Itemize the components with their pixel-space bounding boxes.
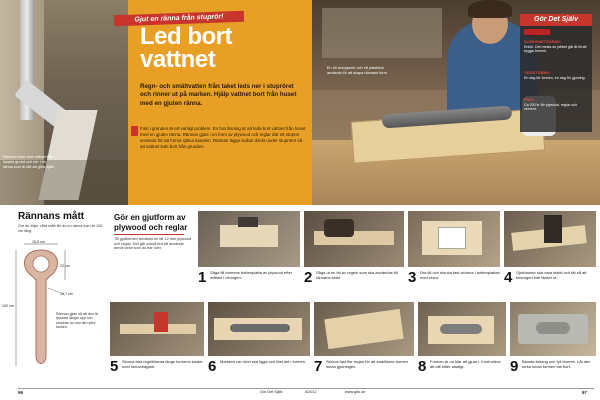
step-3-number: 3 — [408, 269, 417, 286]
step-4-number: 4 — [504, 269, 513, 286]
dim-label-1: 15,5 cm — [32, 240, 45, 244]
step-9-photo — [510, 302, 596, 356]
info-text-2: En dag för formen, en dag för gjutning. — [524, 76, 586, 80]
howto-body: Till gjutformen används en bit 12 mm plywood och reglar. Det går också bra att använda annat virke som du har över. — [114, 237, 192, 251]
hero-body: Fukt i grunden är ett vanligt problem. En bra lösning är att leda bort vattnet från huset med en gjuten ränna. Rännan gjuts i en form av plywood och reglar där ett stuprör används för att forma själva kanalen. Rännan läggs sedan direkt under stupröret så att vattnet leds bort från grunden. — [140, 126, 306, 150]
step-3-caption: Dra till och skruva fast sidorna i bottenplattan med skruv. — [420, 270, 500, 281]
step-9-number: 9 — [510, 358, 519, 375]
step-1-photo — [198, 211, 300, 267]
step-6-photo — [208, 302, 310, 356]
dim-label-3: 14,7 cm — [60, 292, 73, 296]
step-1-number: 1 — [198, 269, 207, 286]
step-5-caption: Skruva fast regelbitarna längs formens kanter med skruvdragare. — [122, 359, 203, 370]
step-6-number: 6 — [208, 358, 217, 375]
hero-intro: Regn- och smältvatten från taket leds ner i stupröret och rinner ut på marken. Hjälp vattnet bort från huset med en gjuten ränna. — [140, 83, 297, 107]
footer-right-url: www.gds.se — [345, 390, 366, 394]
info-text-1: Enkel. Det mesta av jobbet går åt till att bygga formen. — [524, 45, 587, 54]
step-8-caption: Formen är nu klar att gjuta i. Kontrollera att allt sitter stadigt. — [430, 359, 501, 370]
info-tool-icon — [524, 29, 550, 35]
step-8-photo — [418, 302, 506, 356]
footer-right-page: 97 — [582, 390, 588, 395]
step-2-caption: Såga ut en bit av regeln som ska användas till rännans sidor. — [316, 270, 398, 281]
hero-title-line1: Led bort — [140, 23, 232, 50]
step-4-caption: Gjutformen ska vara stabil och tät så att betongen inte läcker ut. — [516, 270, 587, 281]
footer-left-issue: 5/2012 — [305, 390, 317, 394]
howto-title-line1: Gör en gjutform av — [114, 213, 186, 222]
footer-left-mag: Gör Det Själv — [260, 390, 283, 394]
step-2-number: 2 — [304, 269, 313, 286]
step-2-photo — [304, 211, 404, 267]
dim-label-2: 22 cm — [60, 264, 70, 268]
dim-label-4: 100 cm — [2, 304, 14, 308]
drop-cap — [131, 126, 138, 136]
hero-title-line2: vattnet — [140, 46, 216, 73]
info-label-2: TIDSÅTGÅNG: — [524, 71, 551, 75]
step-4-photo — [504, 211, 596, 267]
info-text-3: Ca 200 kr för plywood, reglar och cement. — [524, 103, 577, 112]
hero-photo-caption: En bit avloppsrör och ett plastlock används för att skapa rännans form. — [327, 66, 388, 75]
step-5-photo — [110, 302, 204, 356]
step-3-photo — [408, 211, 500, 267]
howto-title-line2: plywood och reglar — [114, 223, 188, 232]
hero-left-caption: Rännan leder bort vattnet från husets grund och ner i en ränna som är lätt att göra själv. — [3, 155, 55, 169]
dimensions-title: Rännans mått — [18, 211, 85, 222]
info-box-header — [520, 14, 592, 26]
step-7-photo — [314, 302, 414, 356]
step-7-caption: Skruva fast fler reglar för att stabilisera formen innan gjutningen. — [326, 359, 409, 370]
step-8-number: 8 — [418, 358, 427, 375]
info-label-1: SVÅRIGHETSGRAD: — [524, 40, 562, 44]
dimensions-side-text: Rännan gjuts så att den är tjockast längst upp och smalnar av mot den yttre kanten. — [56, 312, 99, 330]
info-box — [520, 14, 592, 132]
howto-rule — [114, 234, 184, 235]
dimensions-desc: Om du följer våra mått får du en ränna som är 100 cm lång. — [18, 224, 103, 233]
step-7-number: 7 — [314, 358, 323, 375]
step-1-caption: Såga till formens bottenplatta av plywood efter måtten i ritningen. — [210, 270, 293, 281]
footer-rule — [18, 388, 594, 389]
hero-left-photo — [0, 0, 128, 205]
gutter-profile-diagram — [10, 236, 72, 386]
step-9-caption: Blanda betong och fyll formen. Låt den torka innan formen tas bort. — [522, 359, 591, 370]
step-5-number: 5 — [110, 358, 119, 375]
info-label-3: PRIS: — [524, 98, 535, 102]
footer-left-page: 96 — [18, 390, 24, 395]
step-6-caption: Markera var röret ska ligga och fäst det i formen. — [220, 359, 307, 364]
info-box-header-text: Gör Det Själv — [534, 16, 578, 23]
kicker-text: Gjut en ränna från stuprör! — [134, 13, 224, 24]
gutter-shape — [25, 250, 58, 364]
